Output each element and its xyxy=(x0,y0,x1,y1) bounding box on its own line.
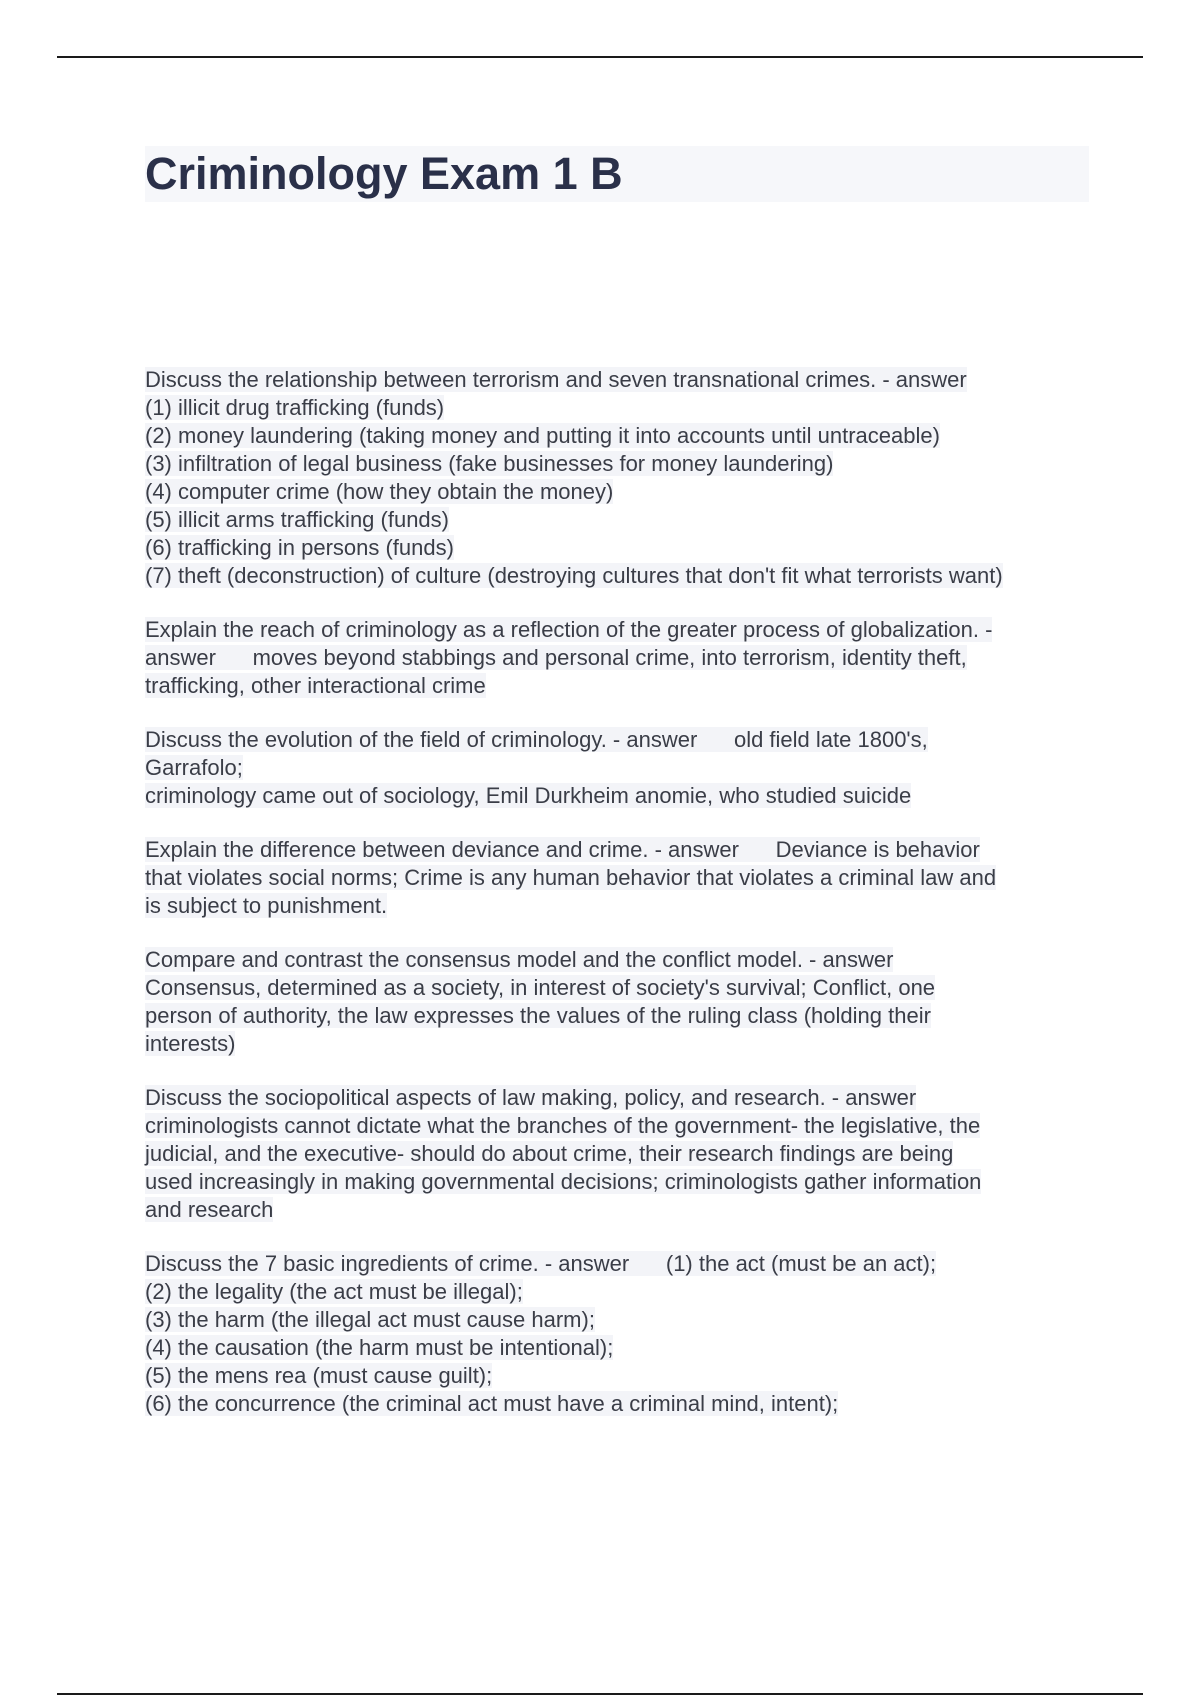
qa-line-text: (1) illicit drug trafficking (funds) xyxy=(145,395,445,420)
qa-line xyxy=(145,1278,1100,1306)
qa-line xyxy=(145,478,1100,506)
qa-line-text: (3) the harm (the illegal act must cause harm); xyxy=(145,1307,595,1332)
qa-line xyxy=(145,1084,1100,1112)
qa-line xyxy=(145,1362,1100,1390)
qa-line-text: answer moves beyond stabbings and personal crime, into terrorism, identity theft, xyxy=(145,645,967,670)
qa-line-text: that violates social norms; Crime is any human behavior that violates a criminal law and xyxy=(145,865,997,890)
qa-item-5 xyxy=(145,946,1100,1058)
qa-line-text: Discuss the relationship between terrorism and seven transnational crimes. - answer xyxy=(145,367,967,392)
qa-line xyxy=(145,782,1100,810)
qa-line xyxy=(145,1306,1100,1334)
qa-line xyxy=(145,1140,1100,1168)
qa-line xyxy=(145,1112,1100,1140)
qa-line-text: criminology came out of sociology, Emil Durkheim anomie, who studied suicide xyxy=(145,783,912,808)
qa-line xyxy=(145,1168,1100,1196)
qa-line-text: (5) the mens rea (must cause guilt); xyxy=(145,1363,493,1388)
qa-line-text: judicial, and the executive- should do about crime, their research findings are being xyxy=(145,1141,954,1166)
qa-line xyxy=(145,974,1100,1002)
qa-line-text: (6) trafficking in persons (funds) xyxy=(145,535,454,560)
qa-line xyxy=(145,394,1100,422)
qa-line xyxy=(145,644,1100,672)
qa-line xyxy=(145,946,1100,974)
qa-item-2 xyxy=(145,616,1100,700)
qa-item-3 xyxy=(145,726,1100,810)
qa-line-text: is subject to punishment. xyxy=(145,893,388,918)
qa-line xyxy=(145,754,1100,782)
top-divider xyxy=(57,56,1143,58)
qa-line xyxy=(145,1390,1100,1418)
qa-line-text: (2) money laundering (taking money and putting it into accounts until untraceable) xyxy=(145,423,940,448)
qa-line-text: Discuss the evolution of the field of criminology. - answer old field late 1800's, xyxy=(145,727,928,752)
qa-line-text: (7) theft (deconstruction) of culture (destroying cultures that don't fit what terrorists want) xyxy=(145,563,1003,588)
qa-line-text: (2) the legality (the act must be illegal); xyxy=(145,1279,523,1304)
qa-line xyxy=(145,534,1100,562)
qa-line-text: Discuss the sociopolitical aspects of law making, policy, and research. - answer xyxy=(145,1085,917,1110)
qa-line xyxy=(145,836,1100,864)
qa-line-text: (4) computer crime (how they obtain the money) xyxy=(145,479,614,504)
qa-line-text: (5) illicit arms trafficking (funds) xyxy=(145,507,449,532)
qa-line-text: used increasingly in making governmental decisions; criminologists gather information xyxy=(145,1169,982,1194)
qa-line-text: Explain the difference between deviance and crime. - answer Deviance is behavior xyxy=(145,837,980,862)
qa-item-4 xyxy=(145,836,1100,920)
qa-line xyxy=(145,616,1100,644)
qa-line xyxy=(145,366,1100,394)
qa-line-text: (3) infiltration of legal business (fake businesses for money laundering) xyxy=(145,451,834,476)
qa-line-text: Consensus, determined as a society, in interest of society's survival; Conflict, one xyxy=(145,975,936,1000)
qa-line xyxy=(145,1334,1100,1362)
document-title: Criminology Exam 1 B xyxy=(145,148,623,199)
qa-line-text: Discuss the 7 basic ingredients of crime. - answer (1) the act (must be an act); xyxy=(145,1251,937,1276)
qa-item-7 xyxy=(145,1250,1100,1418)
qa-list xyxy=(145,366,1100,1444)
qa-line xyxy=(145,1030,1100,1058)
qa-line-text: criminologists cannot dictate what the branches of the government- the legislative, the xyxy=(145,1113,981,1138)
qa-item-6 xyxy=(145,1084,1100,1224)
qa-line-text: Compare and contrast the consensus model and the conflict model. - answer xyxy=(145,947,894,972)
qa-line xyxy=(145,450,1100,478)
qa-item-1 xyxy=(145,366,1100,590)
qa-line-text: (4) the causation (the harm must be intentional); xyxy=(145,1335,614,1360)
qa-line xyxy=(145,1002,1100,1030)
qa-line xyxy=(145,726,1100,754)
bottom-divider xyxy=(57,1693,1143,1695)
qa-line xyxy=(145,1196,1100,1224)
qa-line xyxy=(145,672,1100,700)
qa-line-text: Explain the reach of criminology as a reflection of the greater process of globalization. - xyxy=(145,617,993,642)
qa-line-text: Garrafolo; xyxy=(145,755,243,780)
qa-line xyxy=(145,422,1100,450)
qa-line-text: interests) xyxy=(145,1031,236,1056)
qa-line-text: and research xyxy=(145,1197,274,1222)
qa-line-text: trafficking, other interactional crime xyxy=(145,673,486,698)
qa-line xyxy=(145,892,1100,920)
qa-line xyxy=(145,562,1100,590)
qa-line-text: person of authority, the law expresses the values of the ruling class (holding their xyxy=(145,1003,931,1028)
qa-line xyxy=(145,1250,1100,1278)
qa-line-text: (6) the concurrence (the criminal act must have a criminal mind, intent); xyxy=(145,1391,839,1416)
qa-line xyxy=(145,506,1100,534)
qa-line xyxy=(145,864,1100,892)
